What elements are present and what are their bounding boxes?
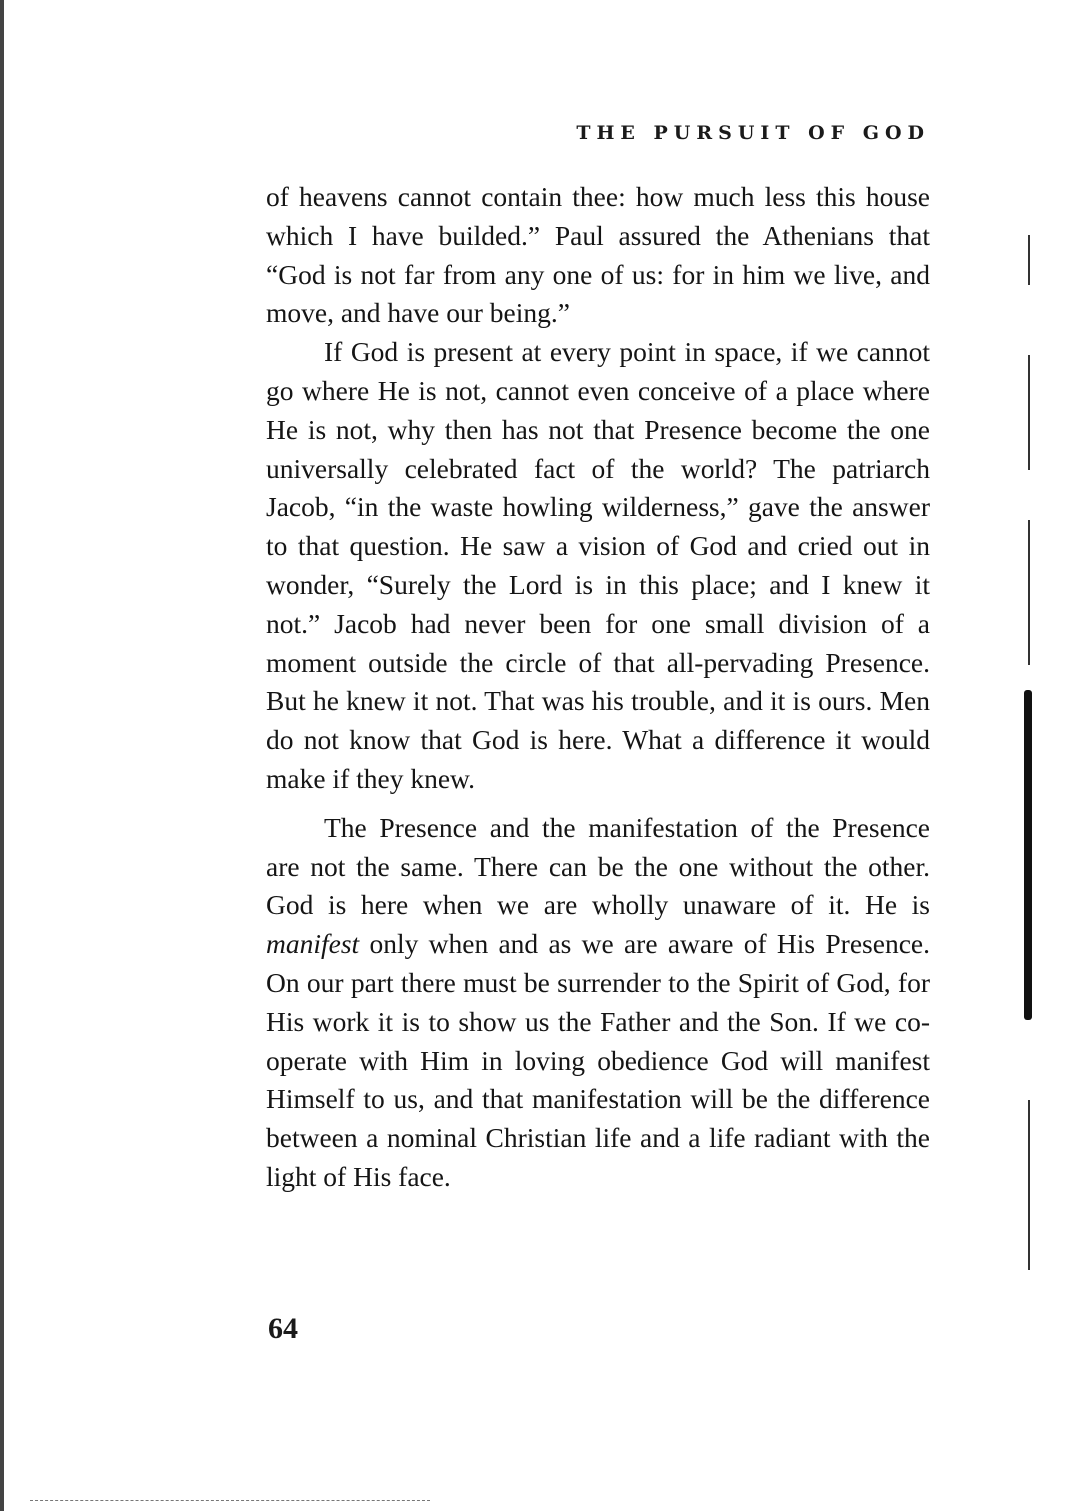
scan-margin-line [1028, 520, 1030, 665]
scan-margin-line [1028, 355, 1030, 470]
running-head: THE PURSUIT OF GOD [576, 122, 930, 144]
paragraph-2: If God is present at every point in space, if we cannot go where He is not, cannot even conceive of a place where He is not, why then has not that Presence become the one universally celebrated fact of the world? The patriarch Jacob, “in the waste howling wilderness,” gave the answer to that question. He saw a vision of God and cried out in wonder, “Surely the Lord is in this place; and I knew it not.” Jacob had never been for one small division of a moment outside the circle of that all-pervading Presence. But he knew it not. That was his trouble, and it is ours. Men do not know that God is here. What a difference it would make if they knew. [266, 336, 930, 794]
paragraph-3-part-2: only when and as we are aware of His Presence. On our part there must be surrender to the Spirit of God, for His work it is to show us the Father and the Son. If we co-operate with Him in loving obedience God will manifest Himself to us, and that manifestation will be the difference between a nominal Christian life and a life radiant with the light of His face. [266, 928, 930, 1192]
emphasis-manifest: manifest [266, 928, 360, 960]
scan-margin-line [1028, 235, 1030, 285]
scan-margin-line [1028, 1100, 1030, 1270]
scan-margin-mark [1024, 690, 1032, 1020]
page-number: 64 [268, 1312, 298, 1345]
paragraph-1: of heavens cannot contain thee: how much less this house which I have builded.” Paul assured the Athenians that “God is not far from any one of us: for in him we live, and move, and have our being.” [266, 181, 930, 329]
body-text [266, 178, 930, 1197]
paragraph-3 [266, 809, 930, 1197]
scan-edge-left [0, 0, 8, 1511]
scan-bottom-edge [30, 1500, 430, 1501]
paragraph-3-part-1: The Presence and the manifestation of the Presence are not the same. There can be the one without the other. God is here when we are wholly unaware of it. He is [266, 811, 930, 921]
